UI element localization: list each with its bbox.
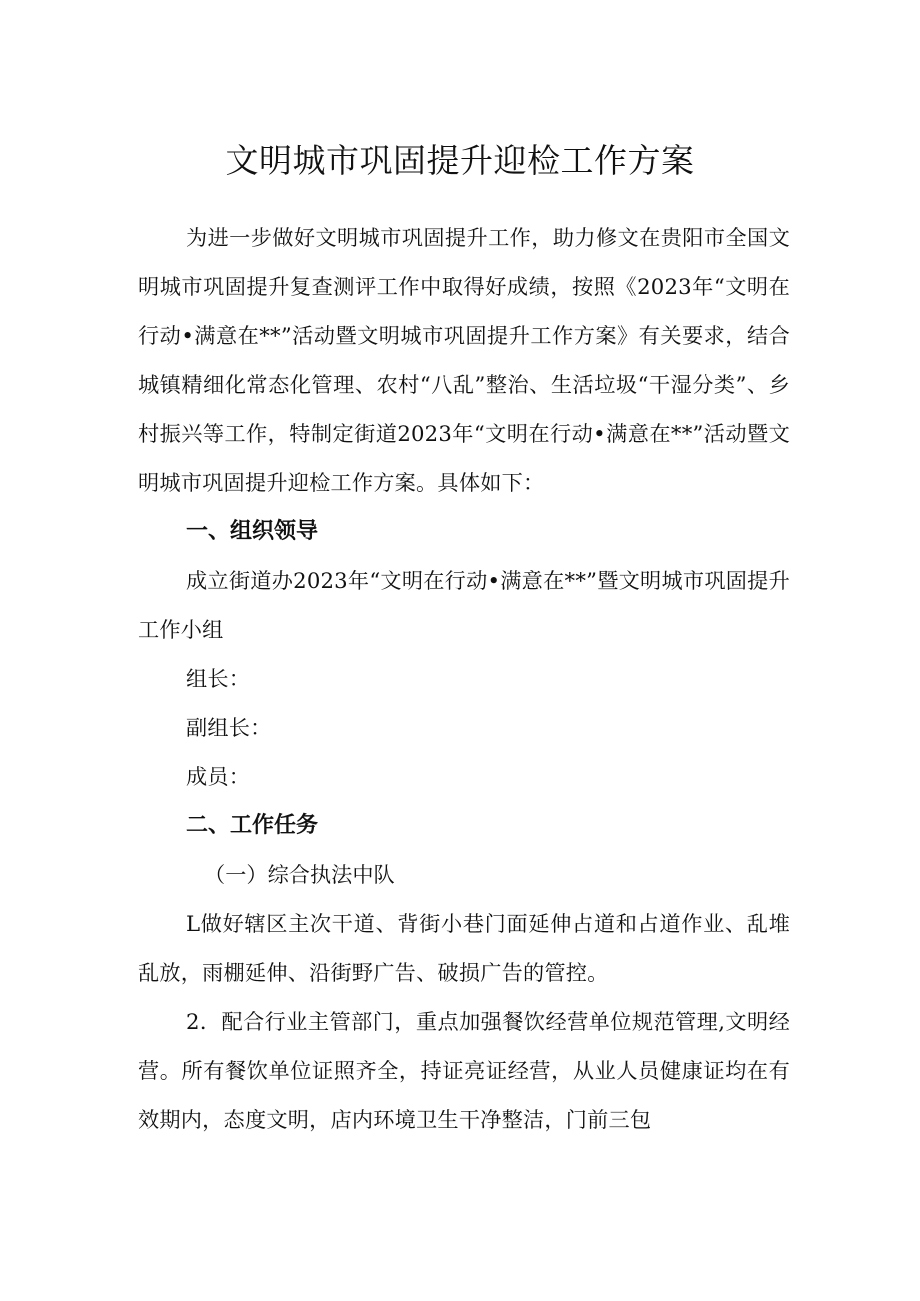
members-line: 成员： [186,764,251,789]
intro-paragraph: 为进一步做好文明城市巩固提升工作，助力修文在贵阳市全国文明城市巩固提升复查测评工作中取得好成绩，按照《2023年“文明在行动•满意在**”活动暨文明城市巩固提升工作方案》有关要求，结合城镇精细化常态化管理、农村“八乱”整治、生活垃圾“干湿分类”、乡村振兴等工作，特制定街道2023年“文明在行动•满意在**”活动暨文明城市巩固提升迎检工作方案。具体如下： [138,225,790,495]
document-title: 文明城市巩固提升迎检工作方案 [225,141,695,180]
deputy-leader-line: 副组长： [186,715,272,740]
section-organization-body: 成立街道办2023年“文明在行动•满意在**”暨文明城市巩固提升工作小组 [138,568,790,642]
section-heading-tasks: 二、工作任务 [186,813,319,838]
section-heading-organization: 一、组织领导 [186,519,319,544]
document-body [138,213,790,1144]
group-leader-line: 组长： [186,666,251,691]
task-item-2: 2．配合行业主管部门，重点加强餐饮经营单位规范管理,文明经营。所有餐饮单位证照齐全，持证亮证经营，从业人员健康证均在有效期内，态度文明，店内环境卫生干净整洁，门前三包 [138,1009,790,1132]
subsection-heading-law-enforcement: （一）综合执法中队 [204,862,395,887]
task-item-1: L做好辖区主次干道、背街小巷门面延伸占道和占道作业、乱堆乱放，雨棚延伸、沿街野广告、破损广告的管控。 [138,911,790,985]
